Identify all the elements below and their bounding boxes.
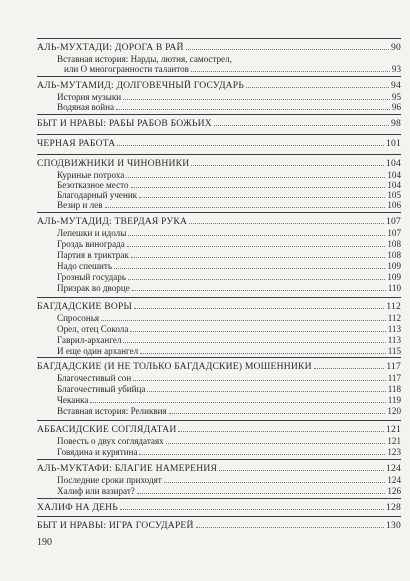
- leader-dots: [134, 308, 384, 309]
- toc-subentry-title: Последние сроки приходят: [57, 475, 162, 485]
- toc-subentry: [57, 486, 401, 497]
- leader-dots: [131, 257, 386, 258]
- toc-subentry: [57, 373, 401, 384]
- toc-page-ref: 108: [387, 250, 401, 260]
- leader-dots: [133, 380, 385, 381]
- toc-heading: [37, 80, 401, 91]
- leader-dots: [196, 527, 384, 528]
- toc-subentry-title: Спросонья: [57, 313, 100, 323]
- toc-heading-title: БЫТ И НРАВЫ: РАБЫ РАБОВ БОЖЬИХ: [37, 118, 212, 129]
- toc-page-ref: 93: [391, 64, 401, 74]
- leader-dots: [166, 443, 386, 444]
- toc-subentry-title: Надо спешить: [57, 261, 112, 271]
- toc-heading-title: БАГДАДСКИЕ (И НЕ ТОЛЬКО БАГДАДСКИЕ) МОШЕННИКИ: [37, 361, 312, 372]
- leader-dots: [131, 187, 386, 188]
- toc-page-ref: 113: [387, 324, 401, 334]
- toc-heading: [37, 520, 401, 531]
- leader-dots: [130, 331, 385, 332]
- toc-subentry-title: Повесть о двух соглядатаях: [57, 436, 164, 446]
- leader-dots: [116, 109, 390, 110]
- toc-page-ref: 107: [387, 228, 401, 238]
- toc-heading-title: ЧЕРНАЯ РАБОТА: [37, 138, 116, 149]
- section-rule: [37, 297, 401, 298]
- toc-subentry: [57, 436, 401, 447]
- toc-subentry: [57, 228, 401, 239]
- toc-subentry-title: Лепешки и идолы: [57, 228, 127, 238]
- leader-dots: [101, 320, 386, 321]
- leader-dots: [191, 71, 390, 72]
- toc-subentry-title: Халиф или вазират?: [57, 486, 135, 496]
- leader-dots: [123, 342, 385, 343]
- toc-heading: [37, 118, 401, 129]
- section-rule: [37, 212, 401, 213]
- section-rule: [37, 38, 401, 39]
- toc-page-ref: 115: [387, 346, 401, 356]
- toc-heading: [37, 502, 401, 513]
- leader-dots: [246, 87, 389, 88]
- toc-subentry: [64, 64, 401, 75]
- leader-dots: [139, 197, 385, 198]
- leader-dots: [117, 145, 384, 146]
- toc-subentry: [57, 395, 401, 406]
- toc-heading: [37, 42, 401, 53]
- toc-heading-title: АЛЬ-МУКТАФИ: БЛАГИЕ НАМЕРЕНИЯ: [37, 463, 218, 474]
- leader-dots: [105, 207, 386, 208]
- toc-subentry-title: Орел, отец Сокола: [57, 324, 129, 334]
- toc-page-ref: 95: [391, 92, 401, 102]
- toc-subentry-title: Призрак во дворце: [57, 283, 130, 293]
- leader-dots: [137, 493, 386, 494]
- leader-dots: [128, 279, 385, 280]
- toc-page-ref: 107: [386, 216, 401, 227]
- toc-heading-title: АЛЬ-МУТАДИД: ТВЕРДАЯ РУКА: [37, 216, 188, 227]
- toc-heading-title: ХАЛИФ НА ДЕНЬ: [37, 502, 118, 513]
- toc-subentry: [57, 324, 401, 335]
- leader-dots: [139, 454, 385, 455]
- toc-page-ref: 104: [387, 170, 401, 180]
- leader-dots: [126, 177, 385, 178]
- toc-heading: [37, 361, 401, 372]
- toc-page-ref: 94: [391, 80, 401, 91]
- toc-heading-title: АЛЬ-МУХТАДИ: ДОРОГА В РАЙ: [37, 42, 184, 53]
- leader-dots: [314, 368, 385, 369]
- toc-page-ref: 112: [386, 301, 401, 312]
- toc-heading: [37, 158, 401, 169]
- toc-subentry-title: Грозный государь: [57, 272, 127, 282]
- section-rule: [37, 76, 401, 77]
- section-rule: [37, 516, 401, 517]
- page-number: 190: [37, 537, 52, 548]
- toc-heading: [37, 216, 401, 227]
- toc-page-ref: 104: [387, 180, 401, 190]
- section-rule: [37, 459, 401, 460]
- leader-dots: [169, 413, 386, 414]
- toc-page-ref: 126: [387, 486, 401, 496]
- toc-page-ref: 96: [391, 102, 401, 112]
- toc-subentry-title: Благочестивый сон: [57, 373, 132, 383]
- toc-subentry-title: Везир и лев: [57, 200, 103, 210]
- leader-dots: [120, 509, 384, 510]
- toc-page-ref: 118: [387, 384, 401, 394]
- toc-heading: [37, 138, 401, 149]
- toc-subentry-title: Безотказное место: [57, 180, 129, 190]
- toc-page-ref: 128: [386, 502, 401, 513]
- toc-subentry: [57, 406, 401, 417]
- toc-subentry-title: Вставная история: Реликвия: [57, 406, 167, 416]
- toc-subentry: [57, 384, 401, 395]
- toc-page-ref: 112: [387, 313, 401, 323]
- toc-page-ref: 117: [387, 373, 401, 383]
- leader-dots: [178, 431, 384, 432]
- toc-page-ref: 98: [391, 118, 401, 129]
- toc-page-ref: 101: [386, 138, 401, 149]
- toc-page-ref: 110: [387, 283, 401, 293]
- toc-subentry-title: Куриные потроха: [57, 170, 125, 180]
- toc-subentry: [57, 475, 401, 486]
- toc-subentry-title: Вставная история: Нарды, лютня, самострел,: [57, 54, 232, 64]
- section-rule: [37, 420, 401, 421]
- toc-page-ref: 90: [391, 42, 401, 53]
- toc-subentry: [57, 261, 401, 272]
- toc-page-ref: 109: [387, 272, 401, 282]
- toc-subentry-title: И еще один архангел: [57, 346, 139, 356]
- leader-dots: [123, 99, 390, 100]
- section-rule: [37, 154, 401, 155]
- toc-heading-title: СПОДВИЖНИКИ И ЧИНОВНИКИ: [37, 158, 190, 169]
- toc-subentry-title: Водяная война: [57, 102, 115, 112]
- toc-page-ref: 124: [387, 475, 401, 485]
- toc-subentry-title: Благочестивый убийца: [57, 384, 146, 394]
- section-rule: [37, 134, 401, 135]
- toc-heading-title: БЫТ И НРАВЫ: ИГРА ГОСУДАРЕЙ: [37, 520, 194, 531]
- toc-subentry: [57, 283, 401, 294]
- toc-page-ref: 121: [387, 436, 401, 446]
- toc-subentry: [57, 346, 401, 357]
- leader-dots: [186, 49, 389, 50]
- section-rule: [37, 114, 401, 115]
- toc-heading-title: АББАСИДСКИЕ СОГЛЯДАТАИ: [37, 424, 177, 435]
- toc-page-ref: 117: [386, 361, 401, 372]
- toc-heading-title: БАГДАДСКИЕ ВОРЫ: [37, 301, 133, 312]
- toc-page-ref: 109: [387, 261, 401, 271]
- toc-heading: [37, 463, 401, 474]
- toc-page-ref: 105: [387, 190, 401, 200]
- toc-subentry: [57, 250, 401, 261]
- toc-subentry-title: Партия в триктрак: [57, 250, 129, 260]
- toc-page-ref: 120: [387, 406, 401, 416]
- toc-page-ref: 124: [386, 463, 401, 474]
- leader-dots: [164, 482, 386, 483]
- leader-dots: [189, 223, 384, 224]
- toc-heading: [37, 424, 401, 435]
- toc-subentry: [57, 447, 401, 458]
- toc-subentry: [57, 335, 401, 346]
- toc-page-ref: 106: [387, 200, 401, 210]
- toc-subentry: [57, 200, 401, 211]
- toc-subentry: [57, 313, 401, 324]
- toc-page-ref: 130: [386, 520, 401, 531]
- leader-dots: [127, 246, 386, 247]
- leader-dots: [191, 165, 384, 166]
- toc-subentry-title: Чеканка: [57, 395, 89, 405]
- toc-subentry-title: Благодарный ученик: [57, 190, 138, 200]
- leader-dots: [219, 470, 384, 471]
- toc-page-ref: 108: [387, 239, 401, 249]
- toc-subentry-title: Гаврил-архангел: [57, 335, 122, 345]
- toc-subentry: [57, 272, 401, 283]
- leader-dots: [90, 402, 385, 403]
- leader-dots: [132, 290, 386, 291]
- toc-subentry-title: История музыки: [57, 92, 122, 102]
- toc-page-ref: 123: [387, 447, 401, 457]
- leader-dots: [140, 353, 385, 354]
- toc-page-ref: 104: [386, 158, 401, 169]
- toc-subentry: [57, 102, 401, 113]
- leader-dots: [214, 125, 389, 126]
- toc-heading-title: АЛЬ-МУТАМИД: ДОЛГОВЕЧНЫЙ ГОСУДАРЬ: [37, 80, 245, 91]
- section-rule: [37, 357, 401, 358]
- toc-page-ref: 121: [386, 424, 401, 435]
- toc-subentry-title: Гроздь винограда: [57, 239, 125, 249]
- toc-page-ref: 119: [387, 395, 401, 405]
- toc-page-ref: 113: [387, 335, 401, 345]
- toc-heading: [37, 301, 401, 312]
- toc-subentry-title: Говядина и курятина: [57, 447, 138, 457]
- section-rule: [37, 498, 401, 499]
- leader-dots: [128, 235, 385, 236]
- leader-dots: [147, 391, 385, 392]
- leader-dots: [114, 268, 385, 269]
- toc-subentry-title: или О многогранности талантов: [64, 64, 189, 74]
- toc-subentry: [57, 239, 401, 250]
